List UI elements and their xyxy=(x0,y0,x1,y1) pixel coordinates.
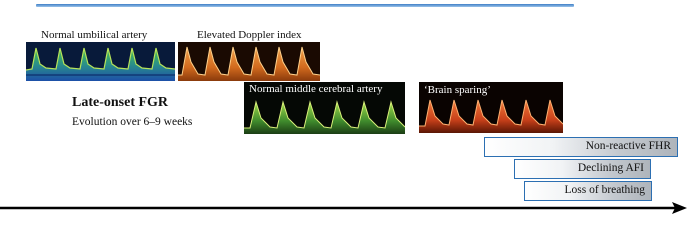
box-label: Loss of breathing xyxy=(564,184,645,196)
diagram-subtitle: Evolution over 6–9 weeks xyxy=(72,116,193,128)
panel-label-elevated-doppler-index: Elevated Doppler index xyxy=(197,29,302,41)
panel-label-brain-sparing: ‘Brain sparing’ xyxy=(424,84,491,96)
box-declining-afi xyxy=(514,159,651,179)
elevated-doppler-waveform xyxy=(178,42,320,81)
box-non-reactive-fhr xyxy=(484,137,678,157)
diagram-title: Late-onset FGR xyxy=(72,95,169,110)
panel-label-normal-umbilical-artery: Normal umbilical artery xyxy=(41,29,148,41)
box-label: Non-reactive FHR xyxy=(585,140,671,152)
top-accent-line xyxy=(36,4,574,7)
normal-umbilical-artery-waveform xyxy=(26,42,175,81)
time-arrow xyxy=(0,196,687,216)
box-label: Declining AFI xyxy=(577,162,644,174)
panel-label-normal-middle-cerebral-artery: Normal middle cerebral artery xyxy=(249,83,383,95)
